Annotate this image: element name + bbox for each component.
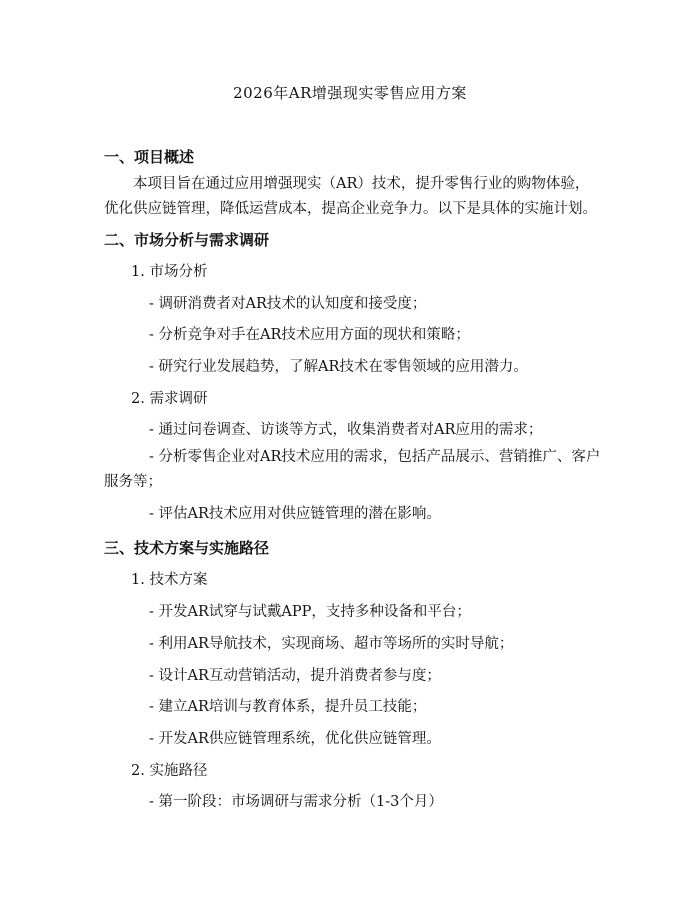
list-item: - 评估AR技术应用对供应链管理的潜在影响。: [149, 506, 441, 522]
subheading-implementation-path: 2. 实施路径: [131, 763, 208, 779]
subheading-demand-research: 2. 需求调研: [131, 391, 208, 407]
list-item: - 第一阶段：市场调研与需求分析（1-3个月）: [149, 794, 443, 810]
list-item: - 研究行业发展趋势，了解AR技术在零售领域的应用潜力。: [149, 359, 528, 375]
subheading-tech-plan: 1. 技术方案: [131, 572, 208, 588]
document-title: 2026年AR增强现实零售应用方案: [233, 84, 467, 102]
list-item: - 开发AR供应链管理系统，优化供应链管理。: [149, 731, 441, 747]
list-item: - 分析竞争对手在AR技术应用方面的现状和策略；: [149, 327, 470, 343]
section-heading-overview: 一、项目概述: [104, 148, 195, 166]
list-item: - 开发AR试穿与试戴APP，支持多种设备和平台；: [149, 604, 471, 620]
list-item: - 利用AR导航技术，实现商场、超市等场所的实时导航；: [149, 636, 514, 652]
section-heading-market: 二、市场分析与需求调研: [104, 231, 270, 249]
list-item: - 设计AR互动营销活动，提升消费者参与度；: [149, 668, 441, 684]
overview-paragraph: 本项目旨在通过应用增强现实（AR）技术，提升零售行业的购物体验，优化供应链管理，降低运营成本，提高企业竞争力。以下是具体的实施计划。: [104, 176, 597, 217]
section-heading-technology: 三、技术方案与实施路径: [104, 539, 270, 557]
list-item: - 分析零售企业对AR技术应用的需求，包括产品展示、营销推广、客户服务等；: [104, 449, 601, 490]
list-item: - 调研消费者对AR技术的认知度和接受度；: [149, 296, 427, 312]
list-item: - 建立AR培训与教育体系，提升员工技能；: [149, 699, 427, 715]
list-item: - 通过问卷调查、访谈等方式，收集消费者对AR应用的需求；: [149, 422, 543, 438]
subheading-market-analysis: 1. 市场分析: [131, 264, 208, 280]
